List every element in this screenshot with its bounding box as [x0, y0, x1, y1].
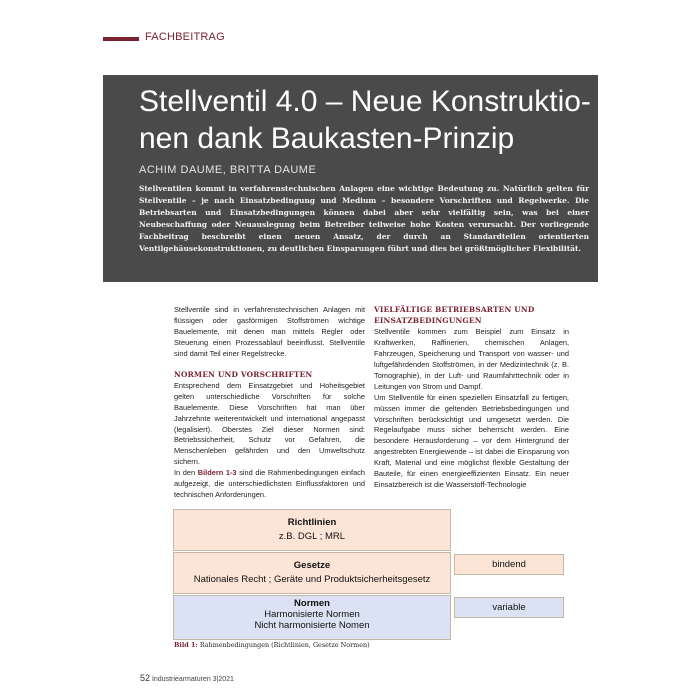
- paragraph-betriebsarten-2: Um Stellventile für einen speziellen Einsatzfall zu fertigen, müssen immer die geltenden Betriebsbedingungen und Vorschriften berücksichtigt und umgesetzt werden. Die Regelaufgabe muss sicher beherrscht werden. Eine besondere Herausforderung – vor dem Hintergrund der angestrebten Energiewende – ist dabei die Einsparung von Kraft, Material und eine möglichst flexible Gestaltung der Bauteile, für einen energieeffizienten Einsatz. Ein neuer Einsatzbereich ist die Wasserstoff-Technologie: [374, 392, 569, 490]
- article-authors: ACHIM DAUME, BRITTA DAUME: [139, 164, 317, 176]
- diagram-box-normen: [173, 595, 451, 640]
- normen-title: Normen: [294, 598, 330, 609]
- caption-text: Rahmenbedingungen (Richtlinien, Gesetze Normen): [199, 641, 370, 649]
- heading-betriebsarten: VIELFÄLTIGE BETRIEBSARTEN UND EINSATZBEDINGUNGEN: [374, 305, 535, 325]
- figure-reference: Bildern 1-3: [197, 468, 237, 478]
- gesetze-title: Gesetze: [293, 560, 331, 571]
- diagram-box-gesetze: [173, 552, 451, 594]
- page-footer: [140, 673, 234, 683]
- p2-pre: In den: [174, 468, 196, 478]
- body-column-right: [374, 305, 569, 491]
- figure-caption: [174, 641, 370, 649]
- diagram-box-richtlinien: [173, 509, 451, 551]
- article-title: Stellventil 4.0 – Neue Konstruktionen dank Baukasten-Prinzip: [139, 85, 591, 155]
- paragraph-betriebsarten-1: Stellventile kommen zum Beispiel zum Einsatz in Kraftwerken, Raffinerien, chemischen Anlagen, Fahrzeugen, Speicherung und Transport von wasser- und luftgefährdenden Stoffströmen, in der Medizintechnik (z. B. Tomographie), in der Luft- und Raumfahrttechnik oder in Leitungen von Strom und Dampf.: [374, 326, 569, 391]
- richtlinien-title: Richtlinien: [287, 517, 337, 528]
- heading-normen: NORMEN UND VORSCHRIFTEN: [174, 369, 313, 379]
- normen-line-2: Nicht harmonisierte Nomen: [254, 620, 370, 631]
- journal-name: Industriearmaturen 3|2021: [151, 676, 234, 683]
- diagram-label-bindend: bindend: [454, 554, 564, 575]
- body-column-left: [174, 305, 365, 501]
- diagram-label-variable: variable: [454, 597, 564, 618]
- paragraph-normen-2: [174, 468, 365, 501]
- normen-line-1: Harmonisierte Normen: [264, 609, 360, 620]
- p2-post: sind die Rahmenbedingungen einfach aufgezeigt, die unterschiedlichsten Einflussfaktoren und technischen Anforderungen.: [174, 468, 366, 500]
- caption-ref: Bild 1:: [174, 641, 198, 649]
- intro-paragraph: Stellventile sind in verfahrenstechnischen Anlagen mit flüssigen oder gasförmigen Stoffströmen wichtige Bauelemente, mit denen man mittels Regler oder Steuerung einen Prozessablauf beeinflusst. Stellventile sind damit Teil einer Regelstrecke.: [174, 305, 365, 358]
- section-marker-bar: [103, 37, 139, 41]
- section-label: FACHBEITRAG: [145, 31, 225, 43]
- paragraph-normen-1: Entsprechend dem Einsatzgebiet und Hoheitsgebiet gelten unterschiedliche Vorschriften für solche Bauelemente. Diese Vorschriften hat man über Jahrzehnte weiterentwickelt und international angepasst (legalisiert). Oberstes Ziel dieser Normen sind: Betriebssicherheit, Schutz vor Gefahren, die Menschenleben gefährden und den Umweltschutz sichern.: [174, 380, 365, 467]
- richtlinien-line: z.B. DGL ; MRL: [278, 531, 346, 542]
- page-number: 52: [140, 673, 151, 683]
- gesetze-line: Nationales Recht ; Geräte und Produktsicherheitsgesetz: [193, 574, 431, 585]
- hero-banner: [103, 75, 598, 282]
- article-lead: Stellventilen kommt in verfahrenstechnischen Anlagen eine wichtige Bedeutung zu. Natürlich gelten für Stellventile – je nach Einsatzbedingung und Medium – besondere Vorschriften und Regelwerke. Die Betriebsarten und Einsatzbedingungen können dabei aber sehr vielfältig sein, was bei einer Neubeschaffung oder Neuauslegung beim Betreiber teilweise hohe Kosten verursacht. Der vorliegende Fachbeitrag beschreibt einen neuen Ansatz, der durch an Standardteilen orientierten Ventilgehäusekonstruktionen, zu deutlichen Einsparungen führt und dies bei größtmöglicher Flexibilität.: [139, 184, 589, 253]
